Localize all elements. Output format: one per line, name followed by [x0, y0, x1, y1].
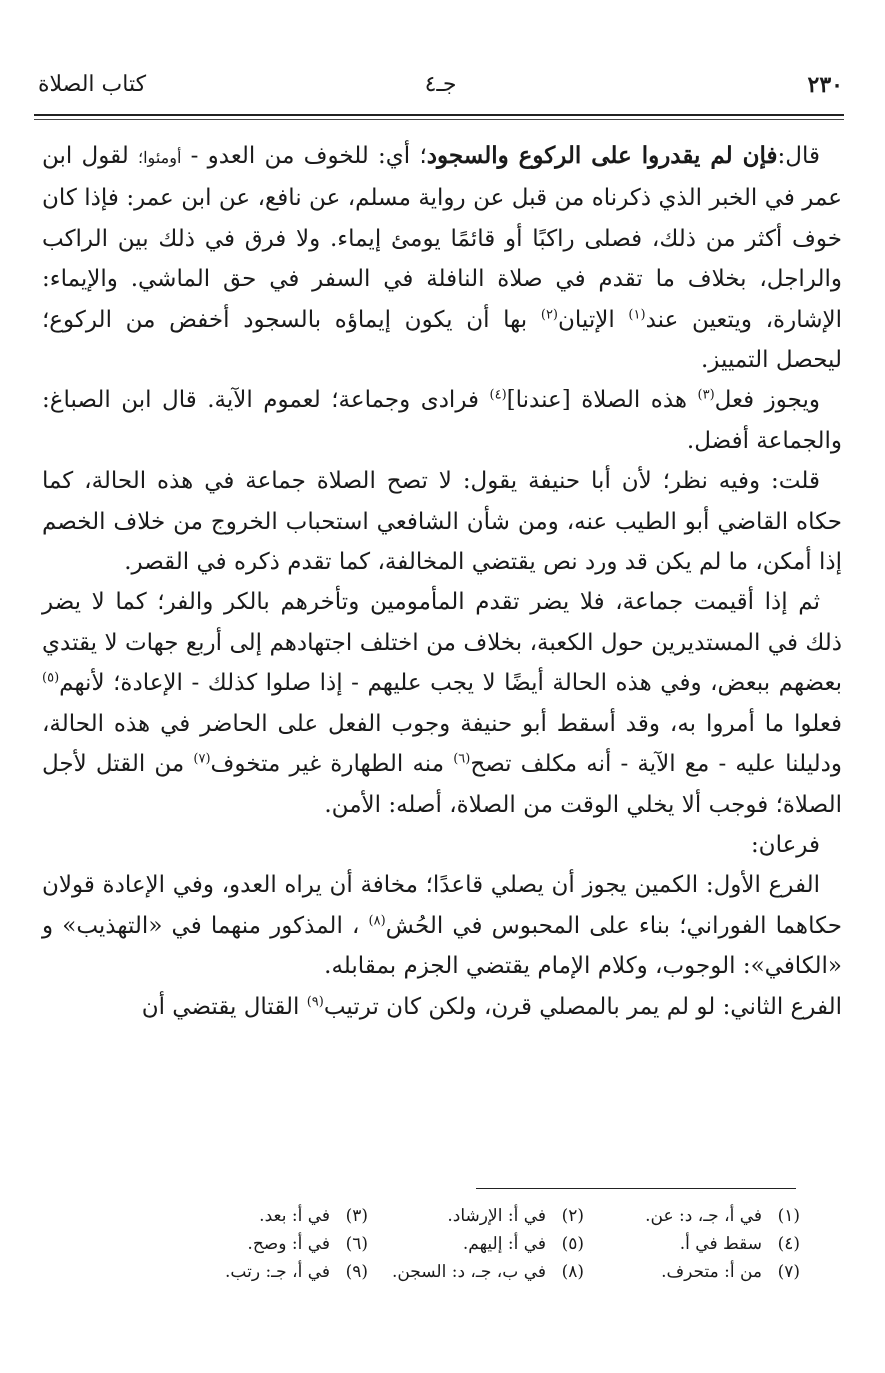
- footnote-5: [368, 1230, 584, 1258]
- paragraph-1-text-d: بها أن يكون إيماؤه بالسجود أخفض من الركوع؛ ليحصل التمييز.: [42, 306, 842, 374]
- footnote-ref-4[interactable]: (٤): [489, 387, 507, 403]
- footnote-row: [150, 1202, 800, 1230]
- book-title: كتاب الصلاة: [38, 72, 147, 97]
- footnote-ref-3[interactable]: (٣): [697, 387, 715, 403]
- footnote-row: [150, 1230, 800, 1258]
- footnote-9-number: (٩): [345, 1262, 368, 1282]
- paragraph-branch-2: [42, 987, 842, 1027]
- footnote-ref-9[interactable]: (٩): [306, 993, 324, 1009]
- running-header: [38, 72, 843, 106]
- paragraph-1-text-b: لقول ابن عمر في الخبر الذي ذكرناه من قبل عن رواية مسلم، عن نافع، عن ابن عمر: فإذا كان خوف أكثر من ذلك، فصلى راكبًا أو قائمًا يومئ إيماء. ولا فرق في ذلك بين الراكب والراجل، بخلاف ما تقدم في صلاة النافلة في السفر في حق الماشي. والإيماء: الإشارة، ويتعين عند: [42, 143, 842, 333]
- header-rule-thick: [34, 114, 844, 116]
- footnote-8-number: (٨): [561, 1262, 584, 1282]
- footnote-6-text: في أ: وصح.: [247, 1234, 330, 1254]
- paragraph-1-text-a: ؛ أي: للخوف من العدو -: [181, 143, 427, 169]
- paragraph-2: [42, 380, 842, 461]
- footnote-5-number: (٥): [561, 1234, 584, 1254]
- header-rule-thin: [34, 119, 844, 120]
- paragraph-1-bold: فإن لم يقدروا على الركوع والسجود: [426, 142, 778, 169]
- footnote-9: [152, 1258, 368, 1286]
- paragraph-1-small: أومئوا؛: [138, 148, 182, 167]
- footnote-4-number: (٤): [777, 1234, 800, 1254]
- footnote-4: [584, 1230, 800, 1258]
- footnote-1-text: في أ، جـ، د: عن.: [645, 1206, 762, 1226]
- footnote-ref-7[interactable]: (٧): [193, 751, 211, 767]
- footnote-3-number: (٣): [345, 1206, 368, 1226]
- footnote-row: [150, 1258, 800, 1286]
- paragraph-1: [42, 136, 842, 380]
- footnote-ref-8[interactable]: (٨): [368, 913, 386, 929]
- branch-1-text-a: الكمين يجوز أن يصلي قاعدًا؛ مخافة أن يراه العدو، وفي الإعادة قولان حكاهما الفوراني؛ بناء على المحبوس في الحُش: [42, 872, 842, 939]
- footnote-2-text: في أ: الإرشاد.: [447, 1206, 546, 1226]
- footnote-1: [584, 1202, 800, 1230]
- paragraph-4-text-a: ثم إذا أقيمت جماعة، فلا يضر تقدم المأمومين وتأخرهم بالكر والفر؛ كما لا يضر ذلك في المستديرين حول الكعبة، بخلاف من اختلف اجتهادهم إلى أربع جهات لا يقتدي بعضهم ببعض، وفي هذه الحالة أيضًا لا يجب عليهم - إذا صلوا كذلك - الإعادة؛ لأنهم: [42, 589, 842, 697]
- branch-1-text-b: ، المذكور منهما في «التهذيب» و «الكافي»: الوجوب، وكلام الإمام يقتضي الجزم بمقابله.: [42, 912, 842, 980]
- footnote-ref-2[interactable]: (٢): [540, 306, 558, 322]
- footnote-7-number: (٧): [777, 1262, 800, 1282]
- paragraph-2-text-c: فرادى وجماعة؛ لعموم الآية. قال ابن الصباغ: والجماعة أفضل.: [42, 387, 842, 454]
- footnote-1-number: (١): [777, 1206, 800, 1226]
- paragraph-3: قلت: وفيه نظر؛ لأن أبا حنيفة يقول: لا تصح الصلاة جماعة في هذه الحالة، كما حكاه القاضي أبو الطيب عنه، ومن شأن الشافعي استحباب الخروج من خلاف الخصم إذا أمكن، ما لم يكن قد ورد نص يقتضي المخالفة، كما تقدم ذكره في القصر.: [42, 468, 842, 576]
- section-heading-two-branches: فرعان:: [750, 831, 820, 858]
- footnote-3: [152, 1202, 368, 1230]
- branch-2-text-b: القتال يقتضي أن: [141, 993, 307, 1020]
- footnote-3-text: في أ: بعد.: [259, 1206, 330, 1226]
- paragraph-2-text-b: هذه الصلاة [عندنا]: [506, 387, 698, 414]
- branch-1-label: الفرع الأول:: [705, 872, 820, 899]
- footnote-ref-1[interactable]: (١): [628, 306, 646, 322]
- footnote-7-text: من أ: متحرف.: [661, 1262, 762, 1282]
- footnote-9-text: في أ، جـ: رتب.: [225, 1262, 330, 1282]
- paragraph-branch-1: [42, 865, 842, 986]
- footnote-4-text: سقط في أ.: [679, 1234, 762, 1254]
- footnote-2: [368, 1202, 584, 1230]
- volume-label: جـ٤: [424, 72, 457, 97]
- paragraph-4-text-c: منه الطهارة غير متخوف: [210, 751, 454, 778]
- footnote-6: [152, 1230, 368, 1258]
- footnote-8: [368, 1258, 584, 1286]
- footnote-7: [584, 1258, 800, 1286]
- paragraph-4: [42, 582, 842, 824]
- page-number: ٢٣٠: [807, 72, 843, 98]
- paragraph-1-intro: قال:: [777, 143, 820, 169]
- footnote-rule: [476, 1188, 796, 1189]
- footnote-2-number: (٢): [561, 1206, 584, 1226]
- branch-2-label: الفرع الثاني:: [722, 993, 842, 1020]
- main-text: [42, 136, 842, 1027]
- paragraph-4-text-b: فعلوا ما أمروا به، وقد أسقط أبو حنيفة وجوب الفعل على الحاضر في هذه الحالة، ودليلنا عليه - مع الآية - أنه مكلف تصح: [42, 710, 843, 778]
- branch-2-text-a: لو لم يمر بالمصلي قرن، ولكن كان ترتيب: [323, 993, 723, 1020]
- paragraph-1-text-c: الإتيان: [558, 306, 629, 333]
- footnote-8-text: في ب، جـ، د: السجن.: [391, 1262, 546, 1282]
- footnote-ref-5[interactable]: (٥): [42, 670, 60, 686]
- footnote-6-number: (٦): [345, 1234, 368, 1254]
- paragraph-2-text-a: ويجوز فعل: [714, 387, 820, 414]
- footnote-ref-6[interactable]: (٦): [453, 751, 471, 767]
- footnotes: [150, 1202, 800, 1286]
- paragraph-4-text-d: من القتل لأجل الصلاة؛ فوجب ألا يخلي الوقت من الصلاة، أصله: الأمن.: [42, 751, 842, 818]
- footnote-5-text: في أ: إليهم.: [462, 1234, 546, 1254]
